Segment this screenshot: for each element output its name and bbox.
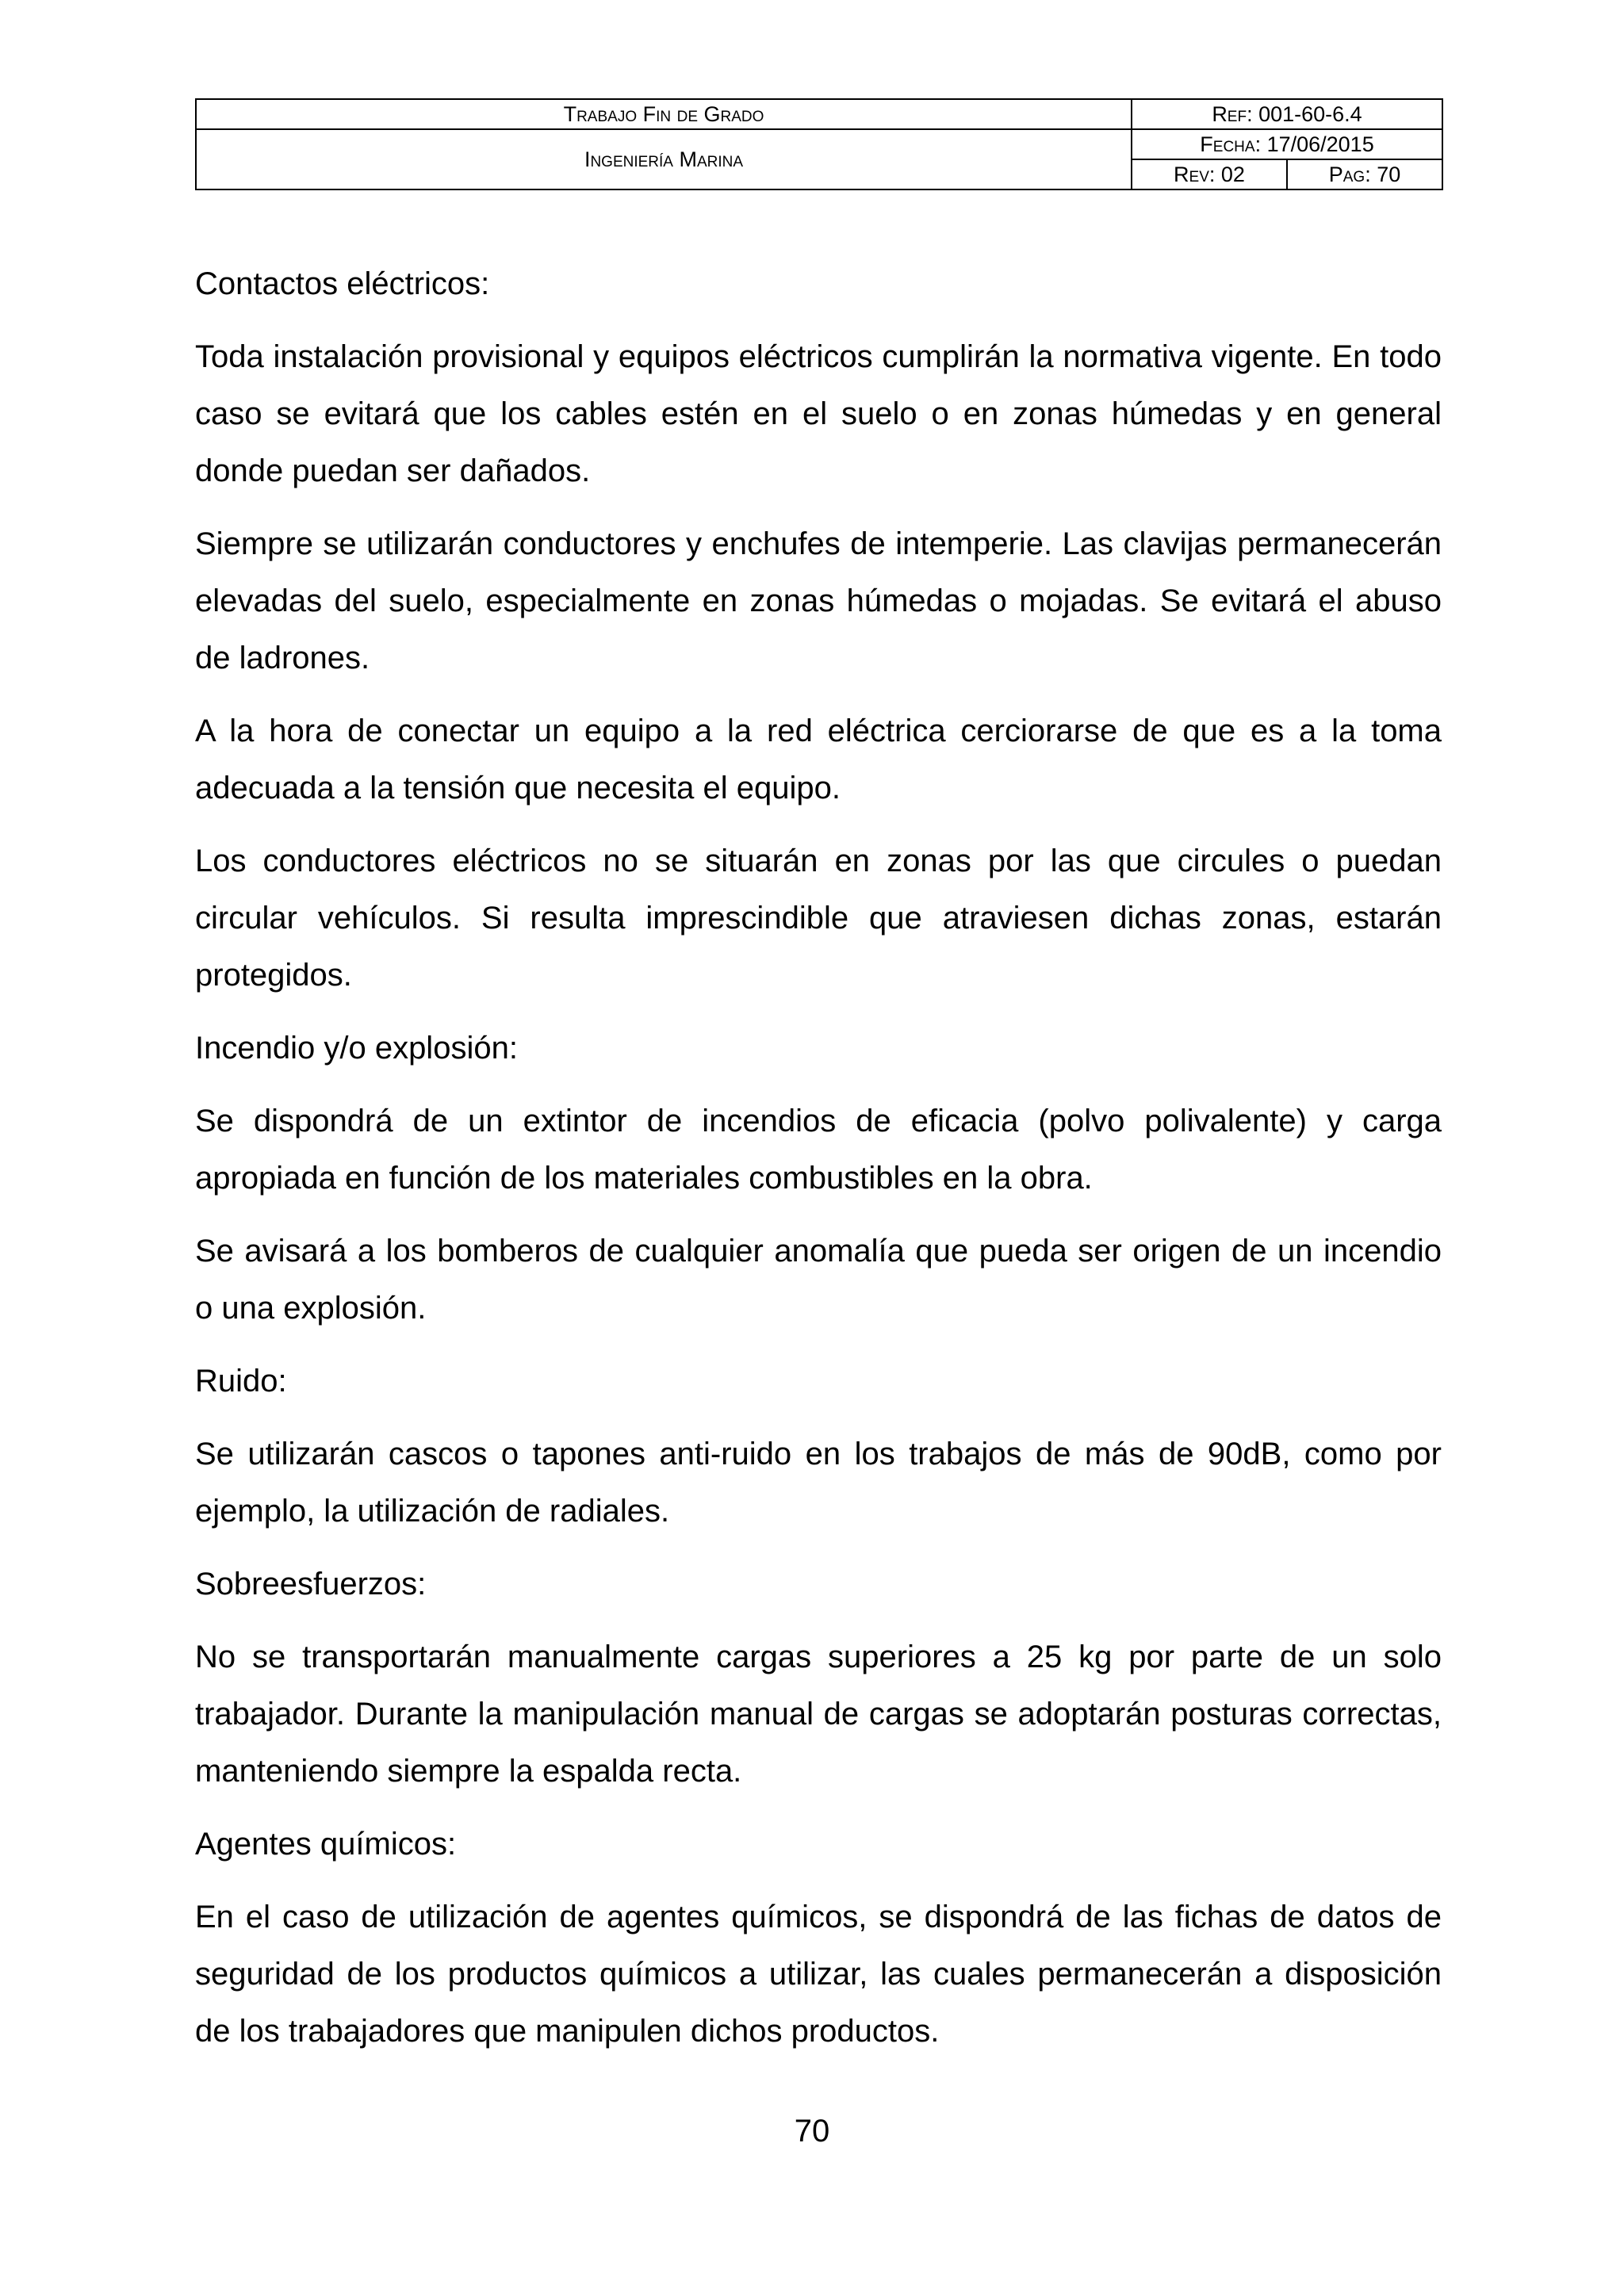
section-heading-electrical-contacts: Contactos eléctricos:	[195, 266, 490, 301]
paragraph: Se utilizarán cascos o tapones anti-ruido en los trabajos de más de 90dB, como por ejemplo, la utilización de radiales.	[195, 1437, 1442, 1529]
page-number: 70	[794, 2114, 830, 2149]
header-department: Ingeniería Marina	[196, 129, 1132, 189]
paragraph: A la hora de conectar un equipo a la red eléctrica cerciorarse de que es a la toma adecuada a la tensión que necesita el equipo.	[195, 714, 1442, 806]
paragraph: Se dispondrá de un extintor de incendios de eficacia (polvo polivalente) y carga apropiada en función de los materiales combustibles en la obra.	[195, 1104, 1442, 1196]
header-ref: Ref: 001-60-6.4	[1132, 99, 1442, 129]
header-revision: Rev: 02	[1132, 159, 1287, 189]
paragraph: Toda instalación provisional y equipos eléctricos cumplirán la normativa vigente. En todo caso se evitará que los cables estén en el suelo o en zonas húmedas y en general donde puedan ser dañados.	[195, 339, 1442, 488]
paragraph: Siempre se utilizarán conductores y enchufes de intemperie. Las clavijas permanecerán elevadas del suelo, especialmente en zonas húmedas o mojadas. Se evitará el abuso de ladrones.	[195, 526, 1442, 675]
document-body	[195, 255, 1442, 2060]
paragraph: No se transportarán manualmente cargas superiores a 25 kg por parte de un solo trabajador. Durante la manipulación manual de cargas se adoptarán posturas correctas, manteniendo siempre la espalda recta.	[195, 1640, 1442, 1789]
section-heading-fire-explosion: Incendio y/o explosión:	[195, 1031, 518, 1066]
header-project-title: Trabajo Fin de Grado	[196, 99, 1132, 129]
section-heading-chemical-agents: Agentes químicos:	[195, 1827, 457, 1862]
paragraph: Se avisará a los bomberos de cualquier anomalía que pueda ser origen de un incendio o una explosión.	[195, 1234, 1442, 1326]
paragraph: Los conductores eléctricos no se situarán en zonas por las que circules o puedan circular vehículos. Si resulta imprescindible que atraviesen dichas zonas, estarán protegidos.	[195, 844, 1442, 993]
section-heading-noise: Ruido:	[195, 1364, 287, 1399]
section-heading-overexertion: Sobreesfuerzos:	[195, 1567, 427, 1601]
document-header-table	[195, 98, 1443, 190]
header-date: Fecha: 17/06/2015	[1132, 129, 1442, 159]
paragraph: En el caso de utilización de agentes químicos, se dispondrá de las fichas de datos de seguridad de los productos químicos a utilizar, las cuales permanecerán a disposición de los trabajadores que manipulen dichos productos.	[195, 1900, 1442, 2049]
header-page: Pag: 70	[1287, 159, 1442, 189]
